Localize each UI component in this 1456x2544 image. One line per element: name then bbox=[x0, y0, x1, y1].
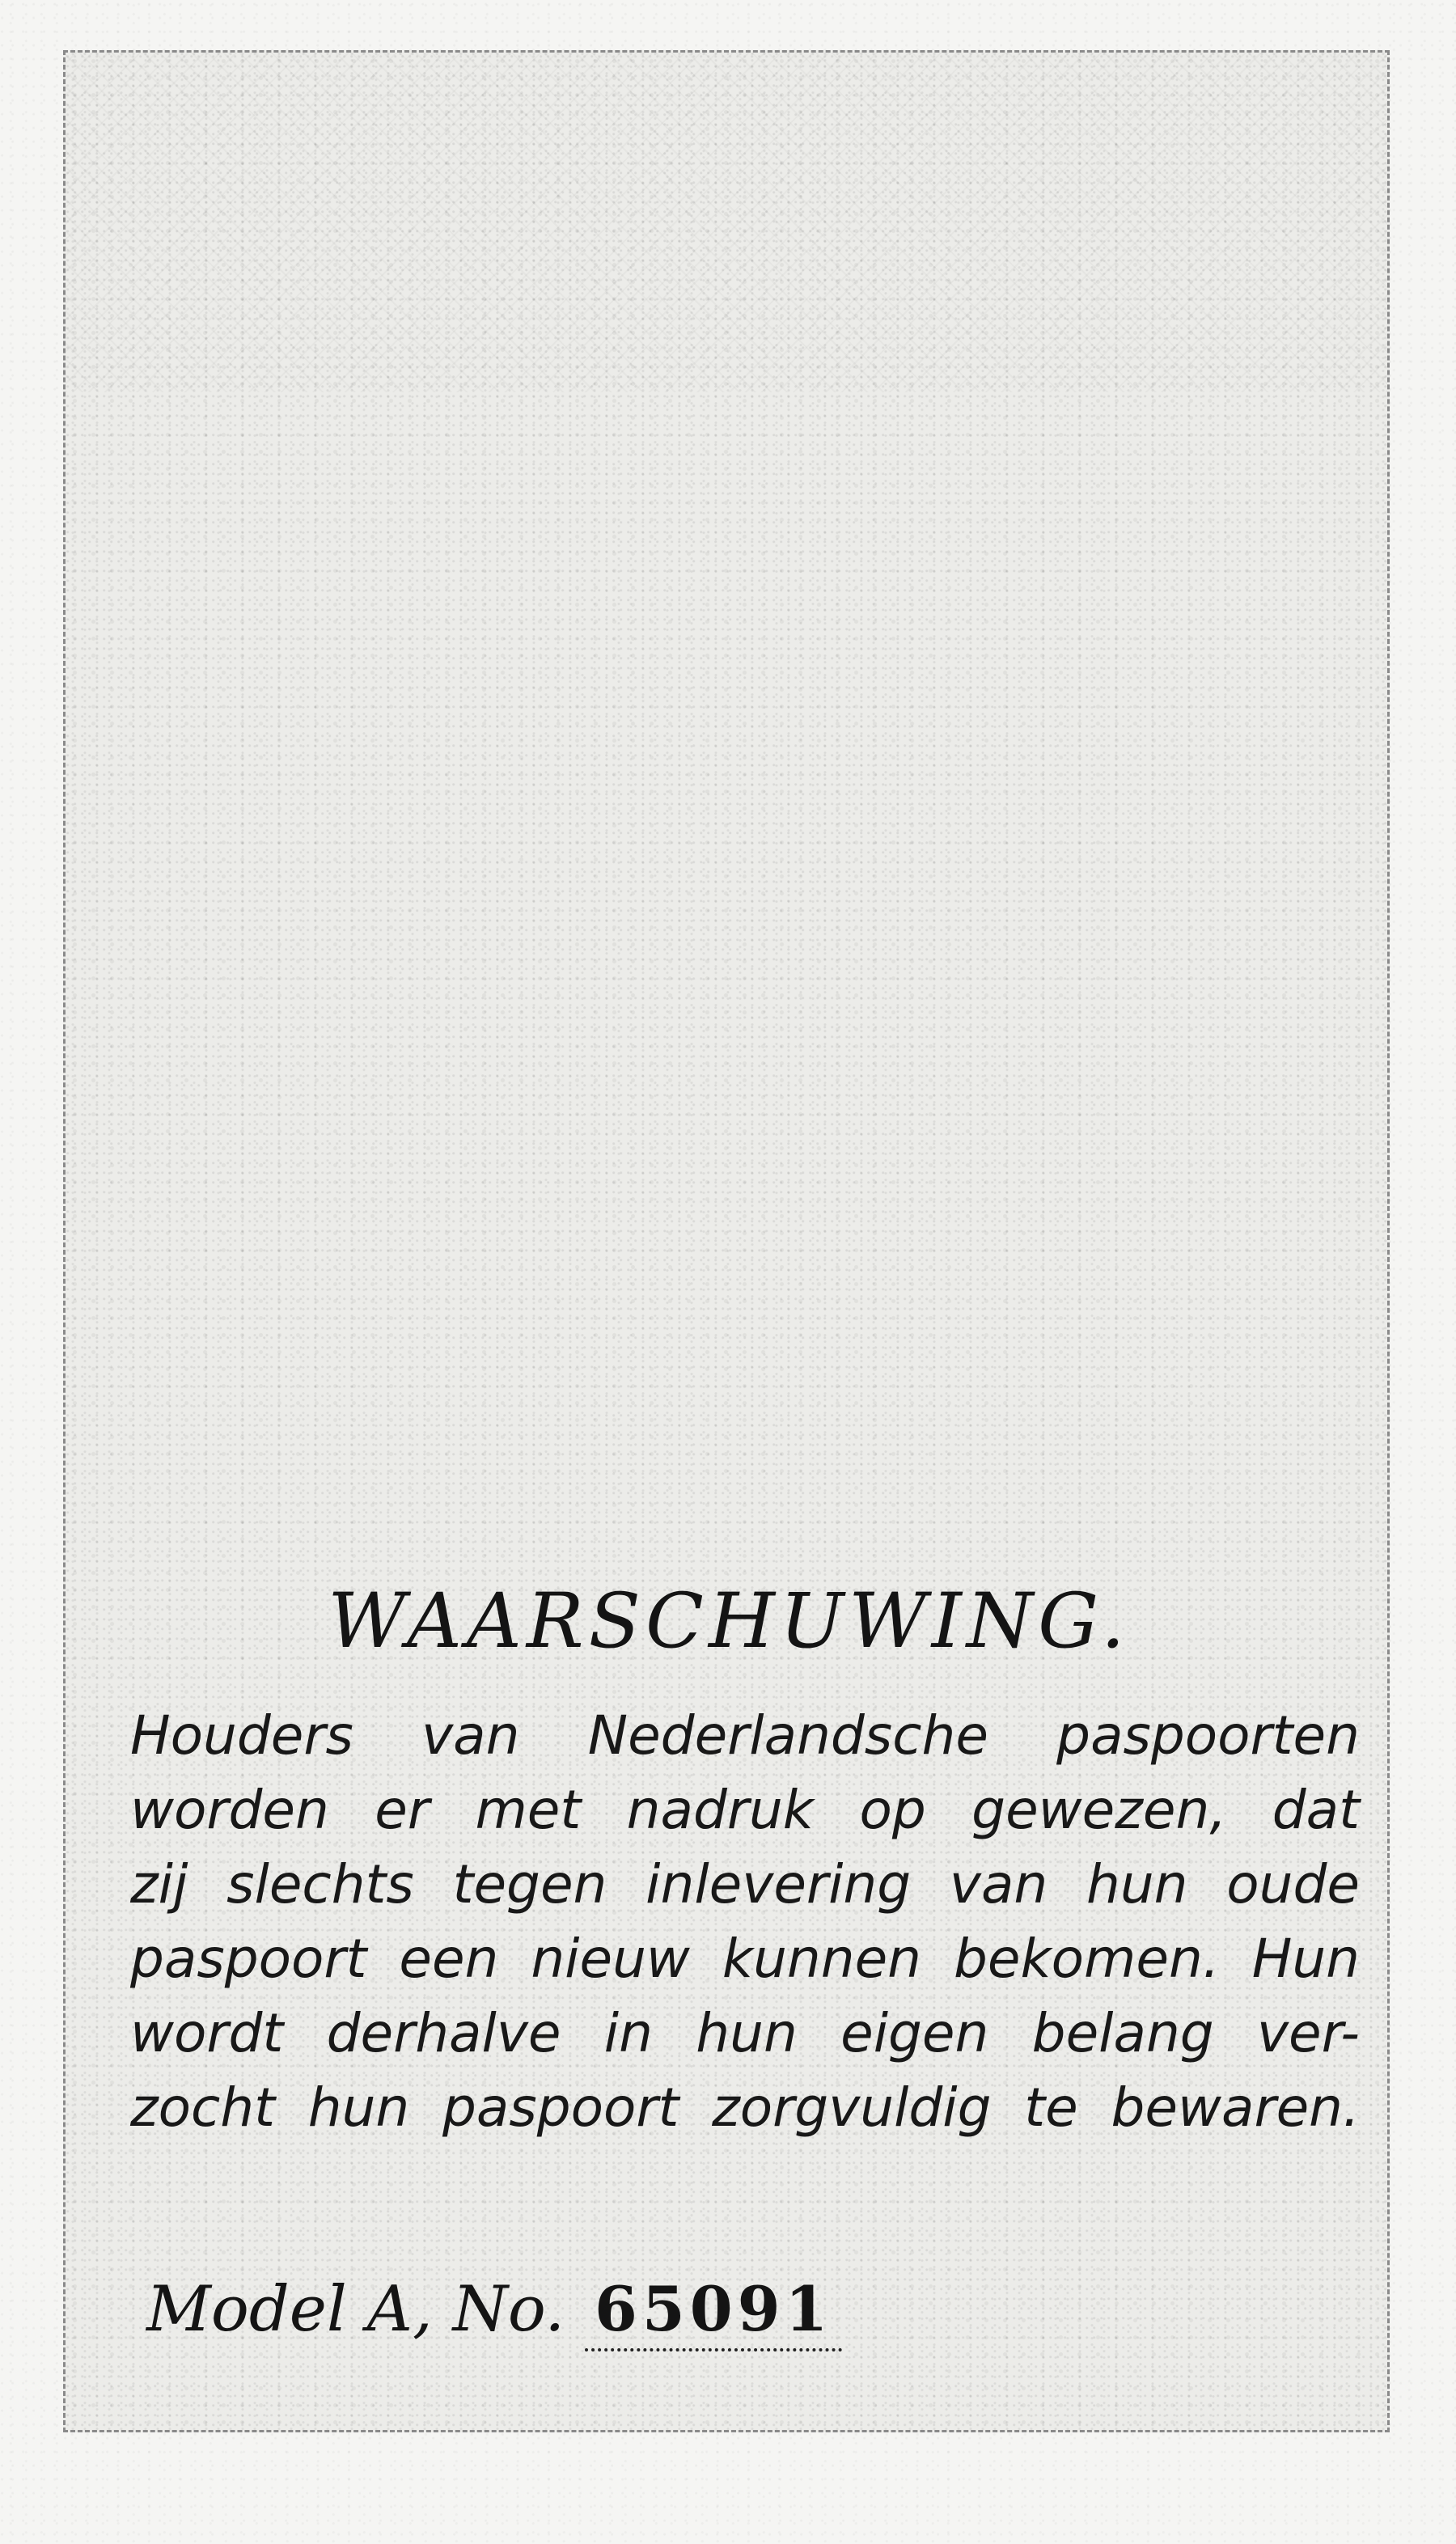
warning-line: zij slechts tegen inlevering van hun oude bbox=[130, 1853, 1360, 1915]
warning-line: wordt derhalve in hun eigen belang ver- bbox=[130, 2002, 1360, 2064]
background-pattern bbox=[66, 53, 1387, 392]
model-label: Model bbox=[146, 2273, 347, 2346]
warning-text bbox=[130, 1699, 1360, 2145]
warning-title: WAARSCHUWING. bbox=[328, 1577, 1130, 1666]
warning-line: zocht hun paspoort zorgvuldig te bewaren. bbox=[130, 2076, 1360, 2139]
warning-line: Houders van Nederlandsche paspoorten bbox=[130, 1704, 1360, 1767]
passport-number: 65091 bbox=[585, 2273, 842, 2351]
number-prefix: No. bbox=[452, 2273, 565, 2346]
passport-panel bbox=[63, 50, 1390, 2432]
warning-line: worden er met nadruk op gewezen, dat bbox=[130, 1779, 1360, 1841]
model-line bbox=[146, 2273, 842, 2351]
model-letter: A, bbox=[366, 2273, 433, 2346]
warning-line: paspoort een nieuw kunnen bekomen. Hun bbox=[130, 1928, 1360, 1990]
